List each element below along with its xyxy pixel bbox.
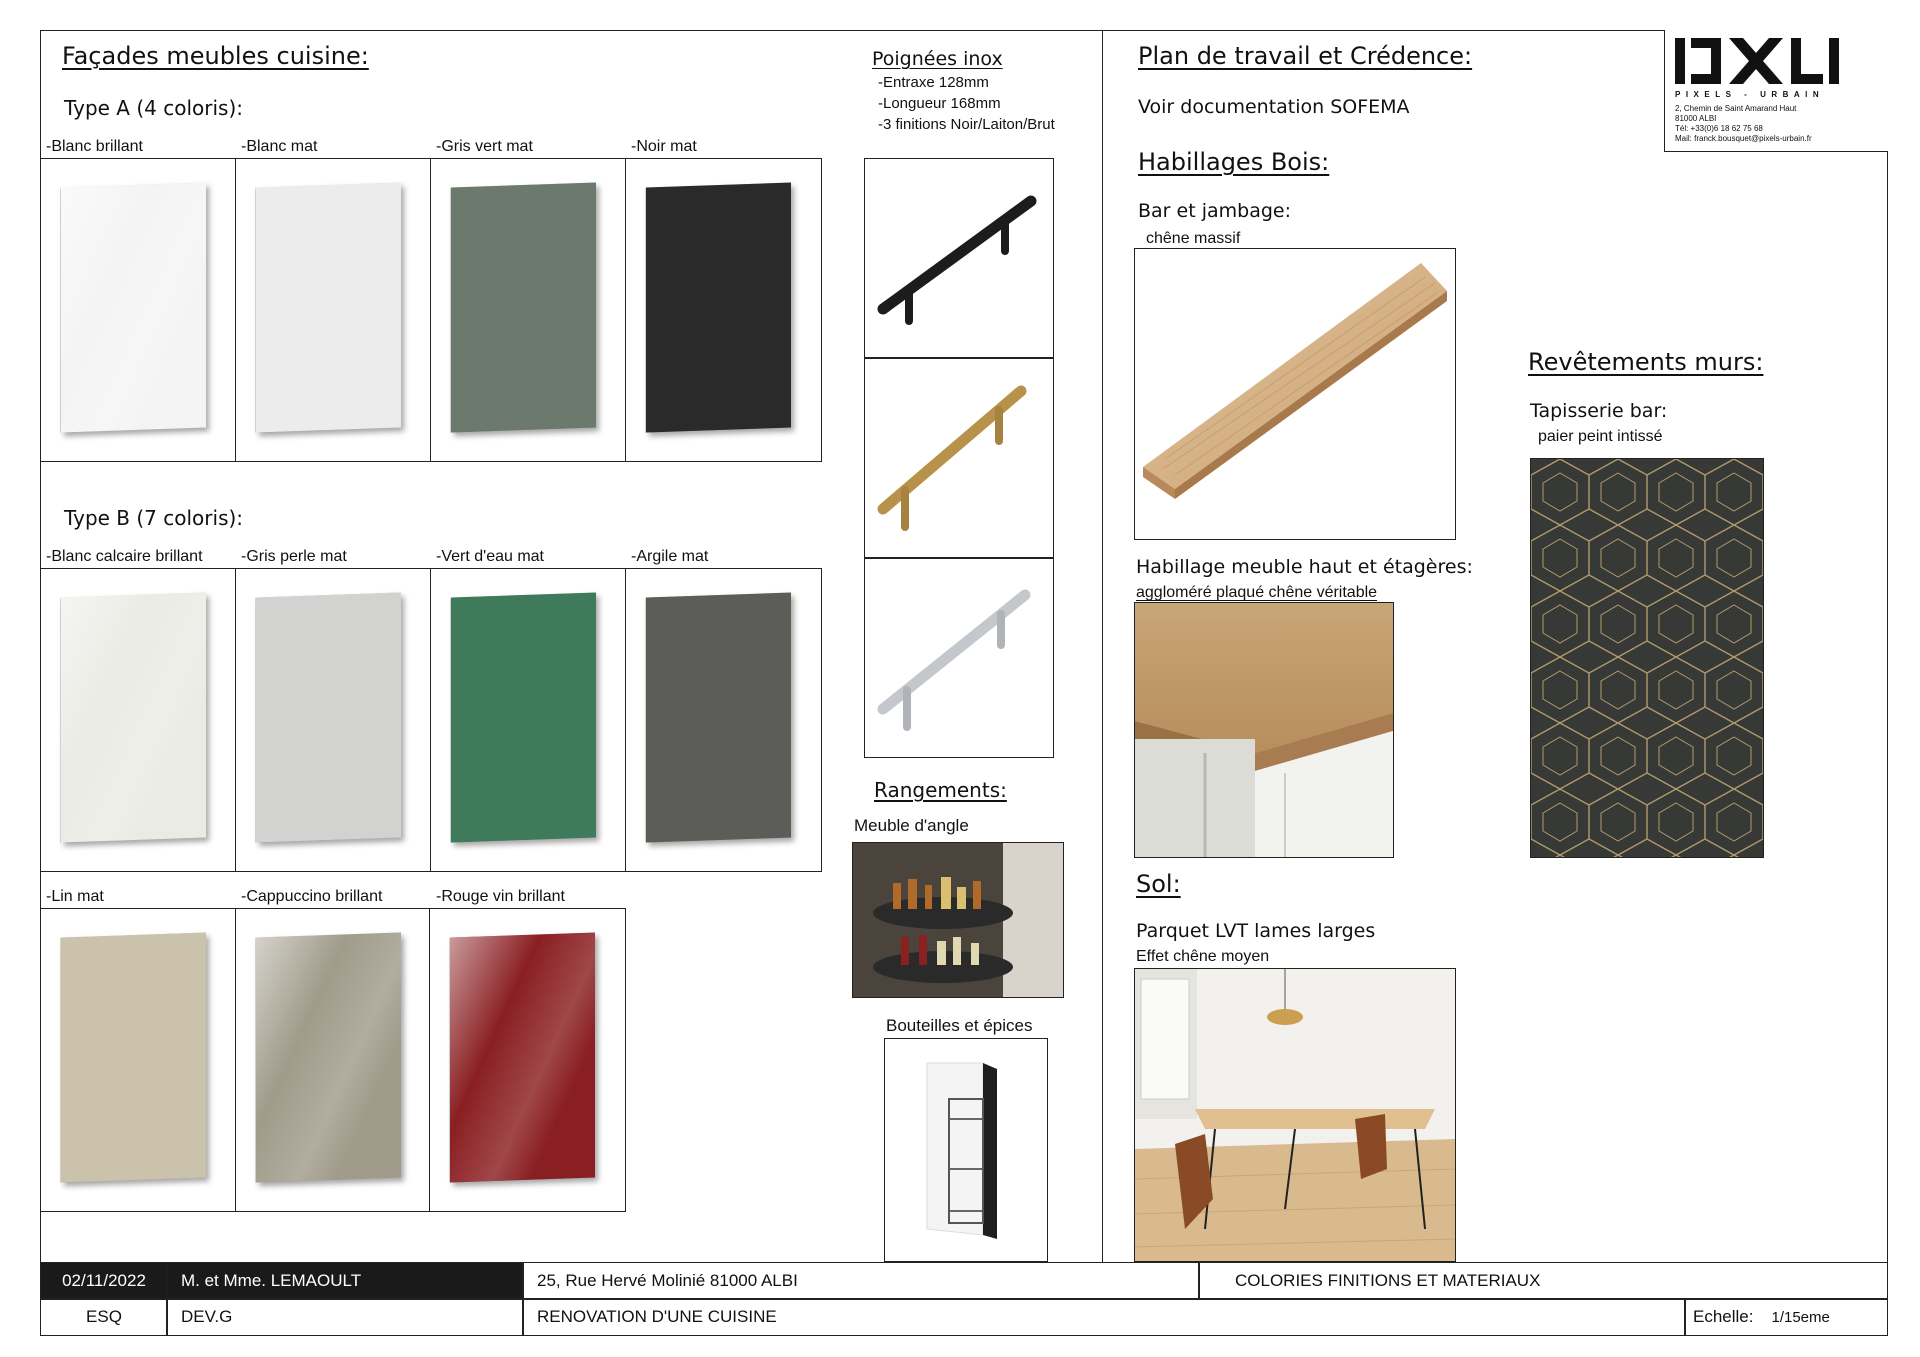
handle-black-image	[864, 158, 1054, 358]
swatch-label: -Rouge vin brillant	[436, 888, 565, 905]
swatch-label: -Blanc mat	[241, 138, 318, 155]
worktop-title: Plan de travail et Crédence:	[1138, 42, 1473, 70]
footer-address: 25, Rue Hervé Molinié 81000 ALBI	[522, 1262, 1200, 1300]
floor-effect: Effet chêne moyen	[1136, 948, 1270, 965]
type-b-swatch-row2	[40, 908, 626, 1212]
swatch-cell	[431, 569, 626, 871]
handle-spec-2: -3 finitions Noir/Laiton/Brut	[878, 116, 1055, 133]
color-swatch	[61, 182, 206, 432]
handle-spec-0: -Entraxe 128mm	[878, 74, 989, 91]
corner-unit-label: Meuble d'angle	[854, 816, 969, 835]
logo-mail: Mail: franck.bousquet@pixels-urbain.fr	[1675, 134, 1812, 143]
color-swatch	[256, 182, 401, 432]
corner-unit-image	[852, 842, 1064, 998]
footer-scale	[1684, 1298, 1888, 1336]
logo-brand-text: PIXELS - URBAIN	[1675, 90, 1825, 99]
color-swatch	[61, 932, 206, 1182]
footer-date: 02/11/2022	[40, 1262, 168, 1300]
wallpaper-pattern-image	[1530, 458, 1764, 858]
logo-address1: 2, Chemin de Saint Amarand Haut	[1675, 104, 1797, 113]
bottles-label: Bouteilles et épices	[886, 1016, 1033, 1035]
color-swatch	[256, 592, 401, 842]
type-b-swatch-row1	[40, 568, 822, 872]
bar-material: chêne massif	[1146, 230, 1241, 247]
swatch-cell	[41, 909, 236, 1211]
color-swatch	[61, 592, 206, 842]
swatch-label: -Blanc calcaire brillant	[46, 548, 203, 565]
swatch-cell	[236, 909, 431, 1211]
footer-phase: ESQ	[40, 1298, 168, 1336]
wallpaper-title: Tapisserie bar:	[1530, 400, 1668, 422]
swatch-label: -Cappuccino brillant	[241, 888, 383, 905]
color-swatch	[451, 592, 596, 842]
cabinet-cladding-title: Habillage meuble haut et étagères:	[1136, 556, 1473, 578]
footer-author: DEV.G	[166, 1298, 524, 1336]
swatch-label: -Blanc brillant	[46, 138, 143, 155]
color-swatch	[256, 932, 401, 1182]
floor-product: Parquet LVT lames larges	[1136, 920, 1376, 942]
footer-scale-value: 1/15eme	[1771, 1308, 1830, 1326]
type-a-swatch-row	[40, 158, 822, 462]
swatch-label: -Gris perle mat	[241, 548, 347, 565]
handle-brass-image	[864, 358, 1054, 558]
handle-brushed-image	[864, 558, 1054, 758]
swatch-cell	[41, 159, 236, 461]
swatch-label: -Vert d'eau mat	[436, 548, 544, 565]
footer-sheet-title: COLORIES FINITIONS ET MATERIAUX	[1198, 1262, 1888, 1300]
color-swatch	[646, 182, 791, 432]
swatch-label: -Argile mat	[631, 548, 709, 565]
column-divider	[1102, 30, 1103, 1262]
wallpaper-material: paier peint intissé	[1538, 428, 1663, 445]
storage-title: Rangements:	[874, 778, 1007, 802]
color-swatch	[646, 592, 791, 842]
wood-cladding-title: Habillages Bois:	[1138, 148, 1330, 176]
logo-phone: Tél: +33(0)6 18 62 75 68	[1675, 124, 1763, 133]
oak-veneer-image	[1134, 602, 1394, 858]
swatch-label: -Gris vert mat	[436, 138, 533, 155]
footer-client: M. et Mme. LEMAOULT	[166, 1262, 524, 1300]
company-logo-block	[1664, 30, 1888, 152]
swatch-label: -Lin mat	[46, 888, 104, 905]
swatch-cell	[41, 569, 236, 871]
bar-title: Bar et jambage:	[1138, 200, 1291, 222]
color-swatch	[451, 182, 596, 432]
logo-address2: 81000 ALBI	[1675, 114, 1717, 123]
swatch-cell	[626, 569, 821, 871]
swatch-cell	[236, 569, 431, 871]
lvt-floor-image	[1134, 968, 1456, 1262]
footer-project: RENOVATION D'UNE CUISINE	[522, 1298, 1686, 1336]
facades-title: Façades meubles cuisine:	[62, 42, 369, 70]
worktop-note: Voir documentation SOFEMA	[1138, 96, 1410, 118]
solid-oak-image	[1134, 248, 1456, 540]
swatch-label: -Noir mat	[631, 138, 697, 155]
color-swatch	[450, 932, 595, 1182]
swatch-cell	[236, 159, 431, 461]
floor-title: Sol:	[1136, 870, 1181, 898]
pixels-urbain-logo	[1673, 36, 1843, 88]
cabinet-cladding-material: aggloméré plaqué chêne véritable	[1136, 584, 1378, 601]
swatch-cell	[431, 159, 626, 461]
handle-spec-1: -Longueur 168mm	[878, 95, 1001, 112]
handles-title: Poignées inox	[872, 48, 1003, 70]
bottles-unit-image	[884, 1038, 1048, 1262]
type-b-title: Type B (7 coloris):	[64, 506, 244, 530]
swatch-cell	[626, 159, 821, 461]
footer-scale-label: Echelle:	[1693, 1307, 1754, 1326]
type-a-title: Type A (4 coloris):	[64, 96, 243, 120]
wall-coverings-title: Revêtements murs:	[1528, 348, 1764, 376]
swatch-cell	[430, 909, 625, 1211]
